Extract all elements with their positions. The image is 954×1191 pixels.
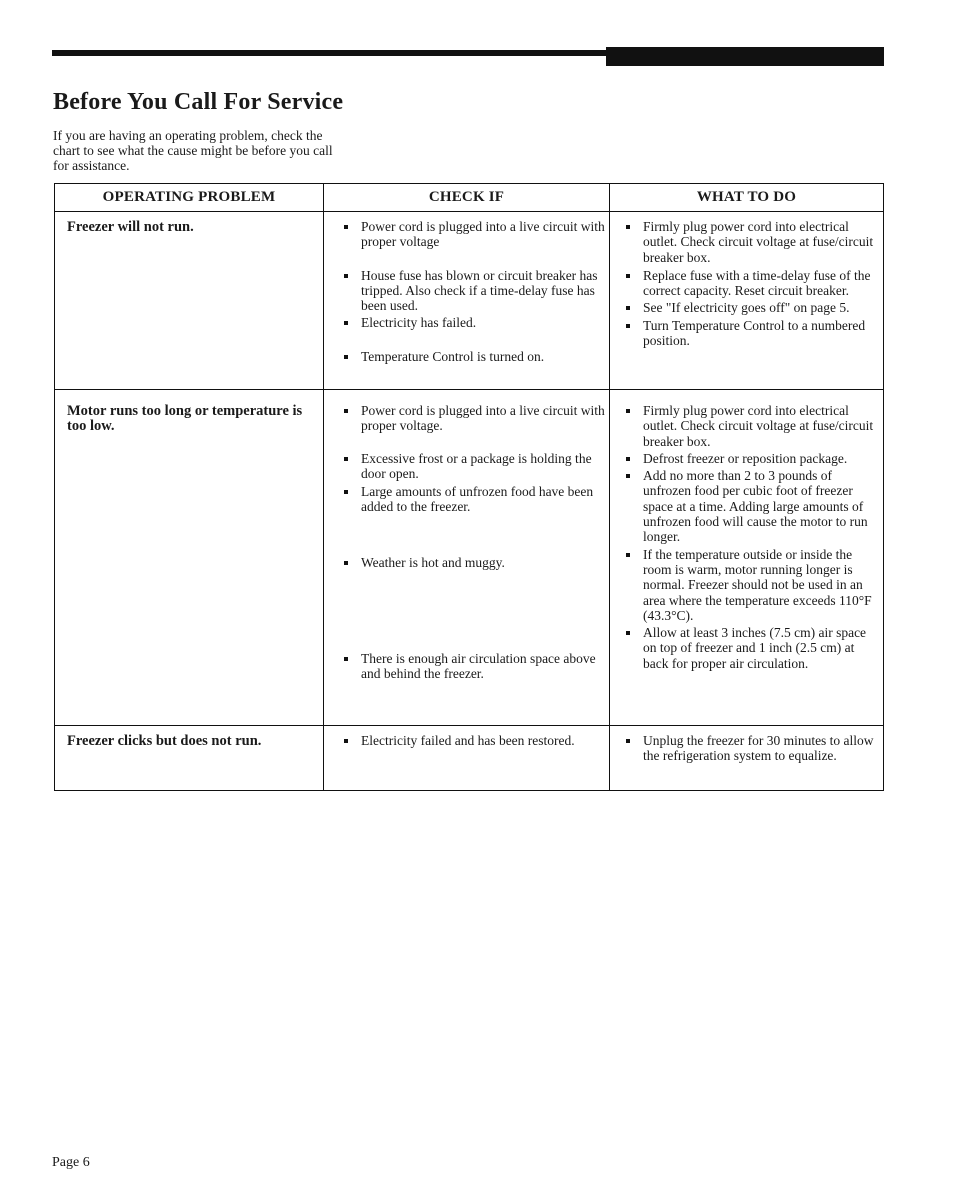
check-if-cell <box>324 390 610 726</box>
check-if-list <box>324 390 609 688</box>
list-item: Firmly plug power cord into electrical outlet. Check circuit voltage at fuse/circuit breaker box. <box>624 403 879 449</box>
check-if-cell <box>324 726 610 791</box>
list-item: Excessive frost or a package is holding the door open. <box>342 451 605 482</box>
problem-cell <box>55 390 324 726</box>
header-rule-thick <box>606 47 884 66</box>
intro-paragraph: If you are having an operating problem, check the chart to see what the cause might be before you call for assistance. <box>53 128 333 173</box>
list-item: Unplug the freezer for 30 minutes to allow the refrigeration system to equalize. <box>624 733 879 764</box>
list-item: Temperature Control is turned on. <box>342 349 605 364</box>
table-row <box>55 390 884 726</box>
troubleshooting-table <box>54 183 884 791</box>
check-if-list <box>324 726 609 754</box>
list-item: Power cord is plugged into a live circuit with proper voltage. <box>342 403 605 434</box>
problem-label: Motor runs too long or temperature is too low. <box>67 403 303 434</box>
what-to-do-cell <box>610 212 884 390</box>
list-item: Electricity has failed. <box>342 315 605 330</box>
what-to-do-list <box>610 212 883 354</box>
header-check-if: CHECK IF <box>324 184 610 212</box>
list-item: Replace fuse with a time-delay fuse of the correct capacity. Reset circuit breaker. <box>624 268 879 299</box>
header-rule-thin <box>52 50 612 56</box>
page-number: Page 6 <box>52 1155 90 1170</box>
list-item: Add no more than 2 to 3 pounds of unfrozen food per cubic foot of freezer space at a time. Adding large amounts of unfrozen food will cause the motor to run longer. <box>624 468 879 544</box>
what-to-do-list <box>610 390 883 677</box>
list-item: Firmly plug power cord into electrical outlet. Check circuit voltage at fuse/circuit breaker box. <box>624 219 879 265</box>
list-item: Large amounts of unfrozen food have been added to the freezer. <box>342 484 605 515</box>
list-item: Defrost freezer or reposition package. <box>624 451 879 466</box>
what-to-do-list <box>610 726 883 770</box>
problem-cell <box>55 212 324 390</box>
list-item: Allow at least 3 inches (7.5 cm) air space on top of freezer and 1 inch (2.5 cm) at back for proper air circulation. <box>624 625 879 671</box>
list-item: Turn Temperature Control to a numbered position. <box>624 318 879 349</box>
list-item: Weather is hot and muggy. <box>342 555 605 570</box>
list-item: If the temperature outside or inside the room is warm, motor running longer is normal. Freezer should not be used in an area where the temperature exceeds 110°F (43.3°C). <box>624 547 879 623</box>
list-item: See "If electricity goes off" on page 5. <box>624 300 879 315</box>
problem-cell <box>55 726 324 791</box>
header-operating-problem: OPERATING PROBLEM <box>55 184 324 212</box>
table-header-row <box>55 184 884 212</box>
what-to-do-cell <box>610 390 884 726</box>
check-if-cell <box>324 212 610 390</box>
header-what-to-do: WHAT TO DO <box>610 184 884 212</box>
what-to-do-cell <box>610 726 884 791</box>
check-if-list <box>324 212 609 370</box>
problem-label: Freezer will not run. <box>67 219 194 235</box>
table-row <box>55 726 884 791</box>
list-item: There is enough air circulation space above and behind the freezer. <box>342 651 605 682</box>
list-item: Power cord is plugged into a live circuit with proper voltage <box>342 219 605 250</box>
problem-label: Freezer clicks but does not run. <box>67 733 262 749</box>
table-row <box>55 212 884 390</box>
page-title: Before You Call For Service <box>53 89 344 115</box>
list-item: Electricity failed and has been restored. <box>342 733 605 748</box>
list-item: House fuse has blown or circuit breaker has tripped. Also check if a time-delay fuse has been used. <box>342 268 605 314</box>
